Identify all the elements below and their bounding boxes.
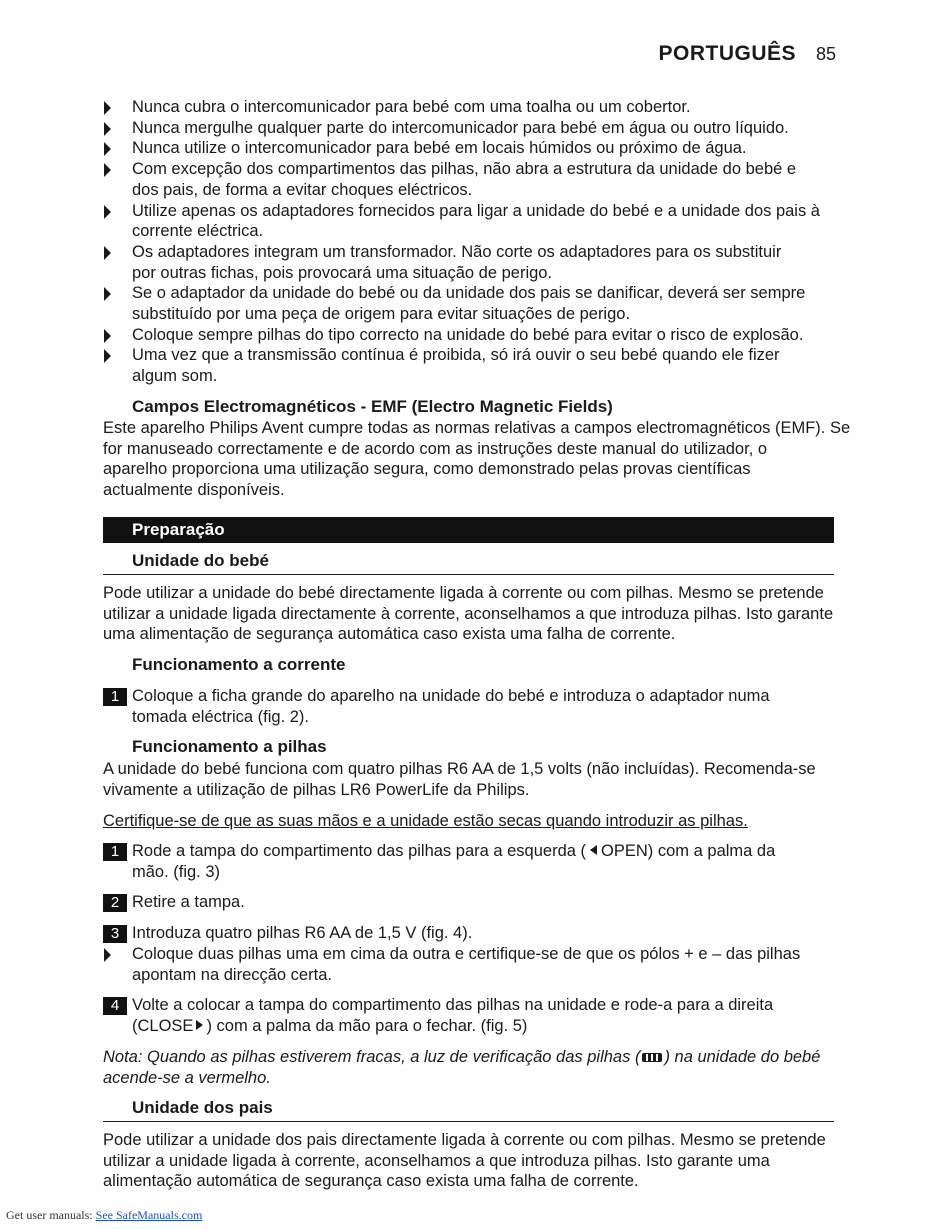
warning-text: dos pais, de forma a evitar choques eléctricos. — [132, 180, 473, 199]
batteries-heading: Funcionamento a pilhas — [132, 737, 327, 756]
bullet-icon — [104, 122, 114, 136]
paragraph-line: for manuseado correctamente e de acordo com as instruções deste manual do utilizador, o — [103, 439, 768, 458]
bullet-icon — [104, 329, 114, 343]
bullet-icon — [104, 142, 114, 156]
paragraph-line: utilizar a unidade ligada directamente à corrente, aconselhamos a que introduza pilhas. Isto garante — [103, 604, 834, 623]
step-text: Rode a tampa do compartimento das pilhas para a esquerda ( OPEN) com a palma da — [132, 842, 776, 860]
bullet-icon — [104, 287, 114, 301]
warning-text: Os adaptadores integram um transformador. Não corte os adaptadores para os substituir — [132, 242, 782, 261]
footer-text: Get user manuals: — [6, 1208, 96, 1222]
warning-text: algum som. — [132, 367, 218, 386]
step-text: Coloque duas pilhas uma em cima da outra e certifique-se de que os pólos + e – das pilhas — [132, 945, 801, 963]
note-text: acende-se a vermelho. — [103, 1069, 271, 1087]
step-number: 2 — [103, 894, 127, 912]
batteries-text: A unidade do bebé funciona com quatro pilhas R6 AA de 1,5 volts (não incluídas). Recomenda-se — [103, 760, 816, 778]
arrow-right-icon — [196, 1020, 203, 1030]
warning-text: Nunca utilize o intercomunicador para bebé em locais húmidos ou próximo de água. — [132, 139, 747, 158]
bullet-icon — [104, 163, 114, 177]
paragraph-line: utilizar a unidade ligada à corrente, aconselhamos a que introduza pilhas. Isto garante uma — [103, 1151, 770, 1170]
emf-heading: Campos Electromagnéticos - EMF (Electro Magnetic Fields) — [132, 397, 613, 416]
section-title: Preparação — [132, 520, 225, 539]
parent-unit-heading: Unidade dos pais — [132, 1098, 273, 1117]
paragraph-line: uma alimentação de segurança automática caso exista uma falha de corrente. — [103, 625, 676, 644]
baby-unit-heading: Unidade do bebé — [132, 551, 269, 570]
paragraph-line: Pode utilizar a unidade dos pais directamente ligada à corrente ou com pilhas. Mesmo se pretende — [103, 1131, 826, 1149]
warning-text: Com excepção dos compartimentos das pilhas, não abra a estrutura da unidade do bebé e — [132, 160, 797, 179]
step-number: 1 — [103, 843, 127, 861]
step-number: 4 — [103, 997, 127, 1015]
footer-link[interactable]: See SafeManuals.com — [95, 1208, 203, 1222]
warning-text: Nunca mergulhe qualquer parte do intercomunicador para bebé em água ou outro líquido. — [132, 118, 789, 137]
batteries-text: vivamente a utilização de pilhas LR6 PowerLife da Philips. — [103, 781, 530, 799]
bullet-icon — [104, 948, 114, 962]
step-text: Volte a colocar a tampa do compartimento das pilhas na unidade e rode-a para a direita — [132, 996, 774, 1014]
warning-text: corrente eléctrica. — [132, 222, 264, 241]
warning-text: Utilize apenas os adaptadores fornecidos para ligar a unidade do bebé e a unidade dos pais à — [132, 201, 820, 220]
battery-icon — [642, 1053, 662, 1062]
divider — [103, 574, 834, 575]
footer — [6, 1208, 202, 1223]
warning-text: por outras fichas, pois provocará uma situação de perigo. — [132, 263, 553, 282]
warning-text: Coloque sempre pilhas do tipo correcto na unidade do bebé para evitar o risco de explosão. — [132, 325, 804, 344]
step-text: (CLOSE ) com a palma da mão para o fechar. (fig. 5) — [132, 1017, 528, 1035]
bullet-icon — [104, 205, 114, 219]
caution-text: Certifique-se de que as suas mãos e a unidade estão secas quando introduzir as pilhas. — [103, 812, 748, 830]
step-text: Coloque a ficha grande do aparelho na unidade do bebé e introduza o adaptador numa — [132, 687, 770, 705]
bullet-icon — [104, 101, 114, 115]
paragraph-line: Pode utilizar a unidade do bebé directamente ligada à corrente ou com pilhas. Mesmo se pretende — [103, 584, 824, 602]
warning-text: substituído por uma peça de origem para evitar situações de perigo. — [132, 305, 631, 323]
step-number: 3 — [103, 925, 127, 943]
warning-text: Uma vez que a transmissão contínua é proibida, só irá ouvir o seu bebé quando ele fizer — [132, 346, 780, 365]
warning-text: Se o adaptador da unidade do bebé ou da unidade dos pais se danificar, deverá ser sempre — [132, 284, 806, 303]
paragraph-line: actualmente disponíveis. — [103, 481, 285, 500]
divider — [103, 1121, 834, 1122]
step-text: apontam na direcção certa. — [132, 966, 332, 984]
bullet-icon — [104, 349, 114, 363]
page-number: 85 — [815, 44, 836, 64]
step-text: Introduza quatro pilhas R6 AA de 1,5 V (fig. 4). — [132, 924, 473, 942]
mains-heading: Funcionamento a corrente — [132, 655, 346, 674]
paragraph-line: Este aparelho Philips Avent cumpre todas as normas relativas a campos electromagnéticos (EMF). Se — [103, 419, 851, 437]
bullet-icon — [104, 246, 114, 260]
note-text: Nota: Quando as pilhas estiverem fracas, a luz de verificação das pilhas ( ) na unidade do bebé — [103, 1048, 821, 1066]
arrow-left-icon — [590, 845, 597, 855]
paragraph-line: aparelho proporciona uma utilização segura, como demonstrado pelas provas científicas — [103, 460, 751, 479]
step-text: tomada eléctrica (fig. 2). — [132, 708, 309, 726]
header-language: PORTUGUÊS — [658, 42, 796, 65]
section-bar — [103, 517, 834, 543]
step-number: 1 — [103, 688, 127, 706]
warning-text: Nunca cubra o intercomunicador para bebé com uma toalha ou um cobertor. — [132, 98, 691, 116]
step-text: mão. (fig. 3) — [132, 863, 221, 881]
paragraph-line: alimentação automática de segurança caso exista uma falha de corrente. — [103, 1172, 639, 1191]
step-text: Retire a tampa. — [132, 893, 245, 911]
